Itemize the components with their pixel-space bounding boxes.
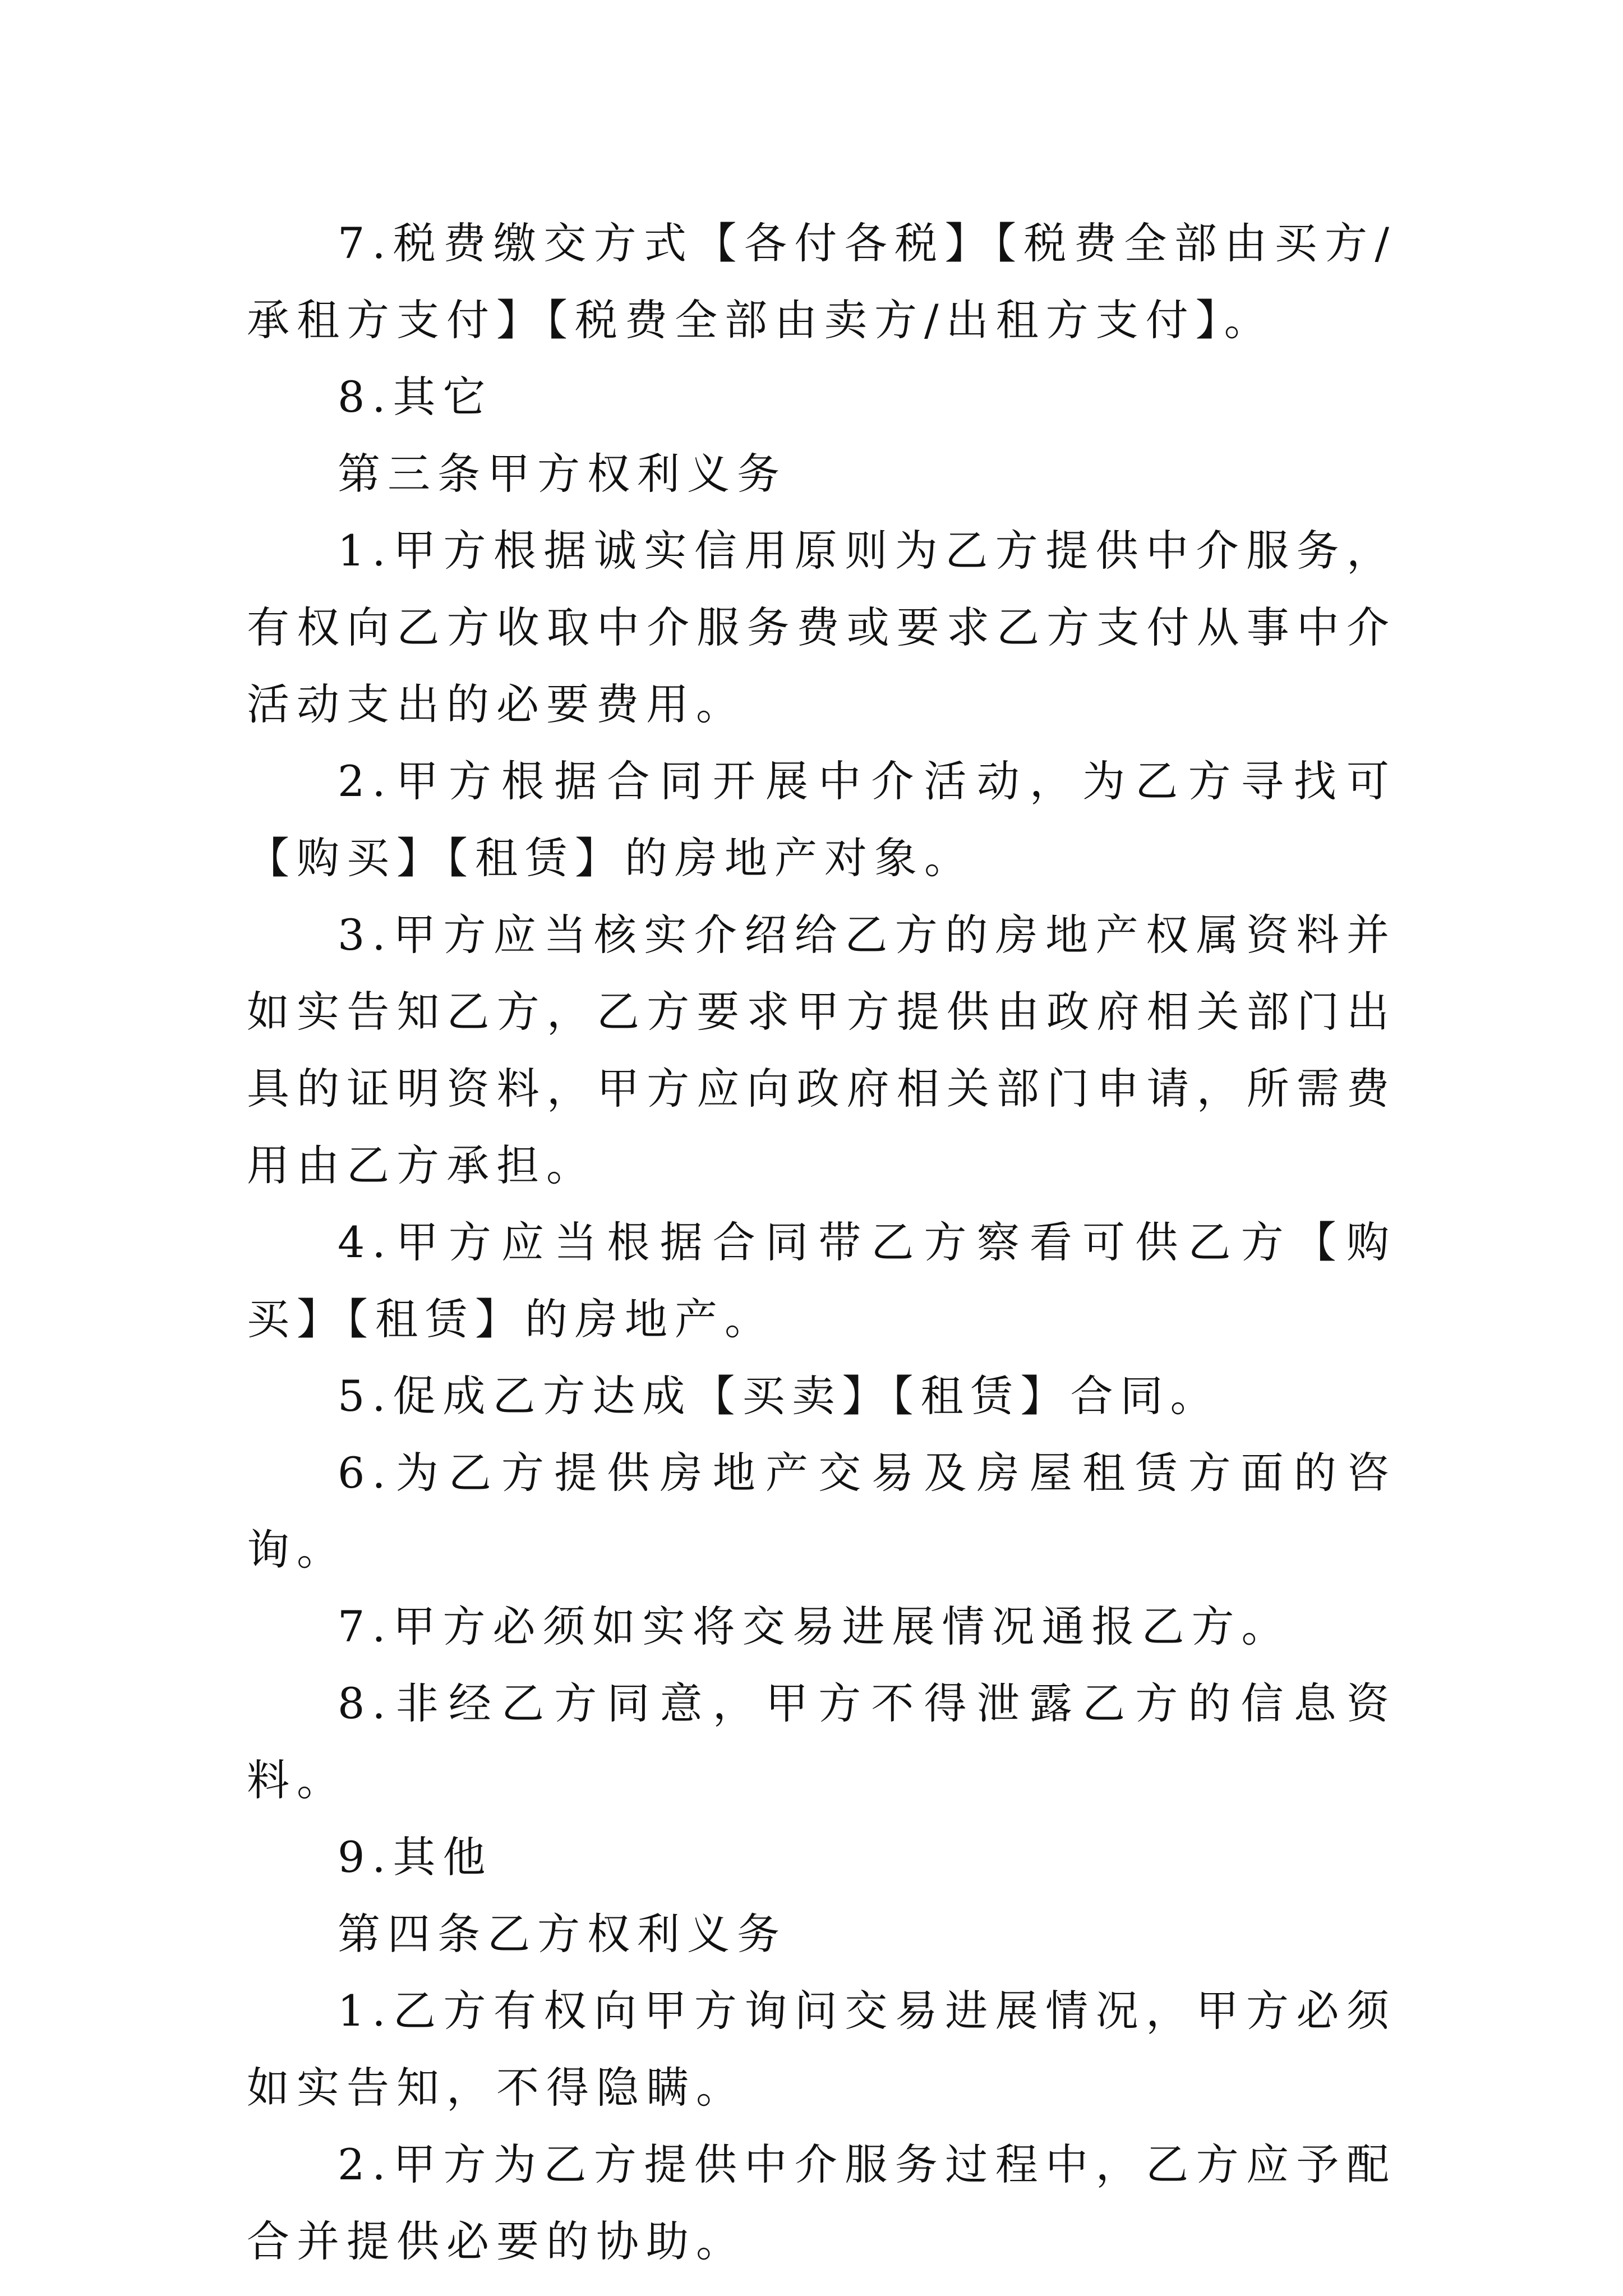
clause-paragraph: 8.其它 [338, 372, 493, 422]
clause-paragraph: 3.甲方应当核实介绍给乙方的房地产权属资料并如实告知乙方，乙方要求甲方提供由政府相关部门出具的证明资料，甲方应向政府相关部门申请，所需费用由乙方承担。 [247, 910, 1396, 1190]
clause-paragraph: 7.税费缴交方式【各付各税】【税费全部由买方/承租方支付】【税费全部由卖方/出租方支付】。 [247, 218, 1396, 345]
clause-paragraph: 9.其他 [338, 1832, 493, 1882]
clause-paragraph: 1.乙方有权向甲方询问交易进展情况，甲方必须如实告知，不得隐瞒。 [247, 1986, 1396, 2113]
section-heading: 第三条甲方权利义务 [338, 449, 787, 499]
clause-paragraph: 6.为乙方提供房地产交易及房屋租赁方面的咨询。 [247, 1448, 1396, 1575]
section-heading: 第四条乙方权利义务 [338, 1909, 787, 1959]
clause-paragraph: 2.甲方根据合同开展中介活动，为乙方寻找可【购买】【租赁】的房地产对象。 [247, 756, 1396, 883]
clause-paragraph: 1.甲方根据诚实信用原则为乙方提供中介服务，有权向乙方收取中介服务费或要求乙方支付从事中介活动支出的必要费用。 [247, 526, 1396, 729]
clause-paragraph: 4.甲方应当根据合同带乙方察看可供乙方【购买】【租赁】的房地产。 [247, 1217, 1396, 1344]
clause-paragraph: 2.甲方为乙方提供中介服务过程中，乙方应予配合并提供必要的协助。 [247, 2139, 1396, 2266]
clause-paragraph: 8.非经乙方同意，甲方不得泄露乙方的信息资料。 [247, 1678, 1396, 1805]
clause-paragraph: 5.促成乙方达成【买卖】【租赁】合同。 [338, 1371, 1220, 1421]
document-body [247, 205, 1396, 2280]
clause-paragraph: 7.甲方必须如实将交易进展情况通报乙方。 [338, 1602, 1292, 1651]
